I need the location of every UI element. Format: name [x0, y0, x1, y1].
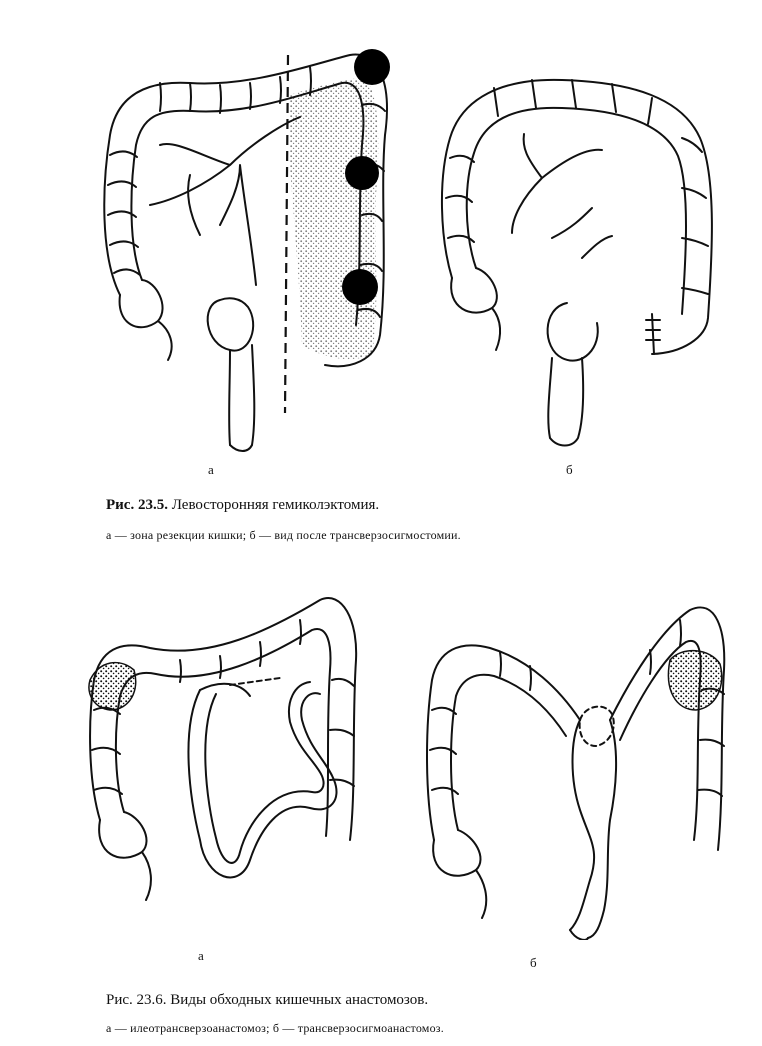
figure-23-5-description: а — зона резекции кишки; б — вид после трансверзосигмостомии.	[106, 528, 461, 542]
figure-23-6-panel-b-label: б	[530, 955, 537, 970]
figure-23-6-caption-title	[106, 992, 428, 1009]
figure-23-5-caption-title	[106, 497, 379, 514]
figure-23-5-panel-a-label: а	[208, 462, 214, 477]
figure-23-5a-illustration	[80, 25, 410, 465]
figure-23-6b-illustration	[420, 590, 740, 940]
figure-23-6-label: Рис. 23.6.	[106, 992, 167, 1008]
figure-23-5-panel-b-label: б	[566, 462, 573, 477]
figure-23-5-label: Рис. 23.5.	[106, 497, 168, 513]
figure-23-5-title: Левосторонняя гемиколэктомия.	[171, 497, 380, 513]
figure-23-6-panel-a-label: а	[198, 948, 204, 963]
figure-23-6-title: Виды обходных кишечных анастомозов.	[170, 992, 429, 1008]
figure-23-6-description: а — илеотрансверзоанастомоз; б — трансверзосигмоанастомоз.	[106, 1021, 444, 1035]
figure-23-6a-illustration	[80, 590, 380, 930]
figure-23-5b-illustration	[432, 58, 732, 458]
